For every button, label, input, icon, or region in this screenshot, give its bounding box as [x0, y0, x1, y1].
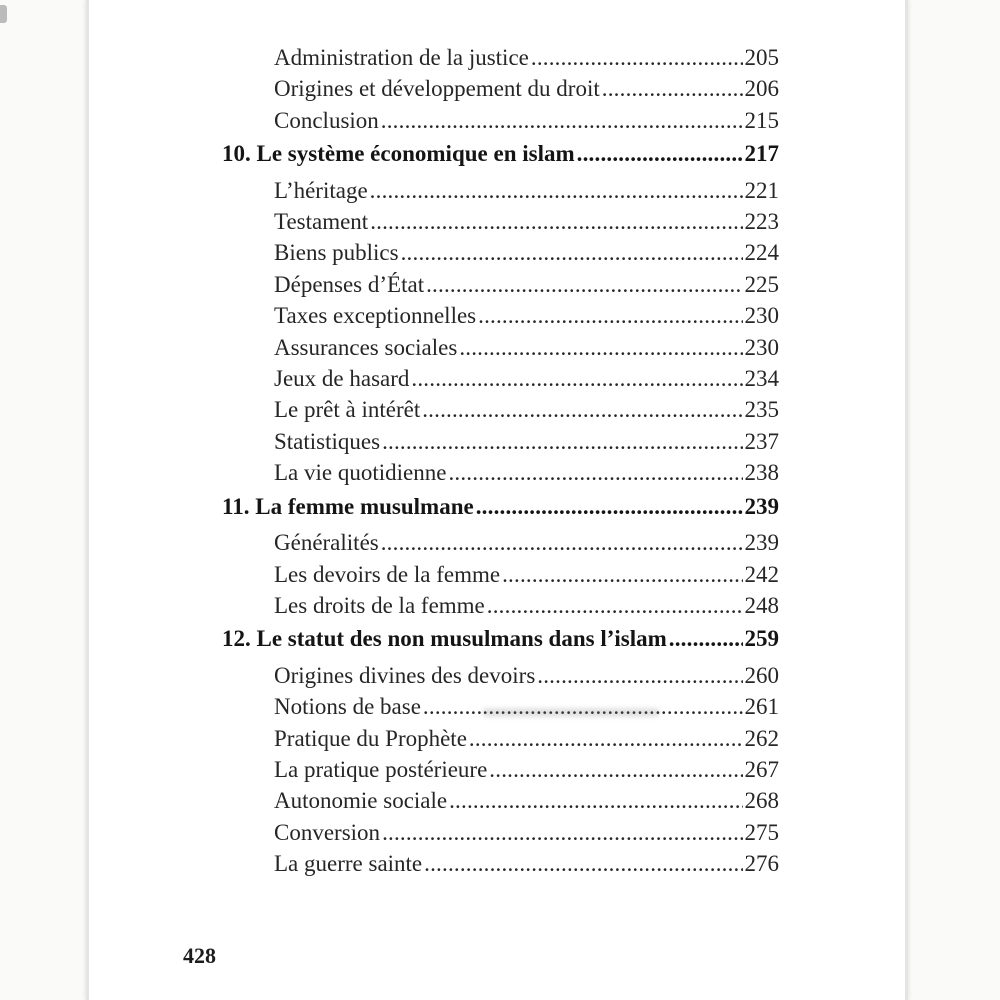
- toc-entry-title: Jeux de hasard: [274, 366, 410, 392]
- toc-dot-leader: [411, 363, 742, 394]
- toc-entry: [222, 457, 779, 488]
- toc-entry-title: La guerre sainte: [274, 851, 423, 877]
- toc-entry-page-number: 217: [744, 141, 779, 167]
- toc-entry: [222, 723, 779, 754]
- toc-entry-title: Dépenses d’État: [274, 271, 425, 297]
- toc-entry: [222, 491, 779, 522]
- toc-dot-leader: [449, 785, 742, 816]
- toc-entry-title: 10. Le système économique en islam: [222, 141, 575, 167]
- toc-list: [89, 0, 905, 880]
- toc-entry: [222, 394, 779, 425]
- toc-entry-page-number: 205: [744, 45, 779, 70]
- toc-entry: [222, 817, 779, 848]
- toc-dot-leader: [602, 73, 743, 104]
- toc-entry-page-number: 261: [744, 694, 779, 720]
- scan-corner-artifact: [0, 5, 7, 23]
- page-number-footer: 428: [183, 943, 216, 968]
- toc-entry: [222, 206, 779, 237]
- toc-entry-page-number: 267: [744, 756, 779, 782]
- toc-dot-leader: [370, 175, 743, 206]
- toc-dot-leader: [370, 206, 742, 237]
- toc-entry-page-number: 206: [744, 76, 779, 102]
- toc-dot-leader: [401, 237, 743, 268]
- toc-dot-leader: [489, 754, 742, 785]
- toc-entry: [222, 691, 779, 722]
- toc-dot-leader: [502, 559, 742, 590]
- toc-entry-title: Notions de base: [274, 694, 421, 720]
- toc-dot-leader: [469, 723, 743, 754]
- toc-entry: [222, 660, 779, 691]
- toc-entry-page-number: 223: [744, 209, 779, 235]
- toc-entry-title: Conversion: [274, 819, 381, 845]
- toc-entry-page-number: 237: [744, 428, 779, 454]
- toc-dot-leader: [478, 300, 742, 331]
- toc-entry-title: Administration de la justice: [274, 45, 529, 70]
- toc-dot-leader: [448, 457, 742, 488]
- toc-entry-page-number: 230: [744, 303, 779, 329]
- toc-entry-page-number: 239: [744, 493, 779, 519]
- toc-dot-leader: [381, 527, 743, 558]
- toc-dot-leader: [577, 138, 743, 169]
- toc-entry: [222, 42, 779, 73]
- toc-entry-page-number: 221: [744, 177, 779, 203]
- toc-entry-title: La pratique postérieure: [274, 756, 488, 782]
- toc-entry: [222, 300, 779, 331]
- toc-entry-title: Les droits de la femme: [274, 592, 485, 618]
- toc-entry-title: Taxes exceptionnelles: [274, 303, 477, 329]
- toc-entry-title: Origines divines des devoirs: [274, 662, 536, 688]
- toc-entry-title: Les devoirs de la femme: [274, 561, 501, 587]
- toc-entry-title: La vie quotidienne: [274, 460, 447, 486]
- toc-entry: [222, 559, 779, 590]
- toc-entry-title: Assurances sociales: [274, 334, 458, 360]
- toc-entry-page-number: 242: [744, 561, 779, 587]
- toc-entry-title: Testament: [274, 209, 369, 235]
- toc-entry: [222, 105, 779, 136]
- toc-entry: [222, 332, 779, 363]
- toc-entry-title: Généralités: [274, 530, 379, 556]
- toc-entry: [222, 754, 779, 785]
- toc-entry-title: 12. Le statut des non musulmans dans l’islam: [222, 626, 667, 652]
- toc-entry-page-number: 239: [744, 530, 779, 556]
- toc-entry-page-number: 260: [744, 662, 779, 688]
- toc-dot-leader: [382, 426, 742, 457]
- toc-dot-leader: [426, 269, 742, 300]
- toc-dot-leader: [382, 817, 742, 848]
- toc-entry-title: Statistiques: [274, 428, 381, 454]
- scan-smudge-artifact: [482, 708, 660, 717]
- toc-entry: [222, 269, 779, 300]
- toc-dot-leader: [381, 105, 743, 136]
- toc-entry-page-number: 259: [744, 626, 779, 652]
- toc-entry-title: Biens publics: [274, 240, 399, 266]
- toc-entry: [222, 785, 779, 816]
- toc-entry: [222, 237, 779, 268]
- toc-entry-page-number: 268: [744, 788, 779, 814]
- toc-entry: [222, 623, 779, 654]
- toc-entry-page-number: 235: [744, 397, 779, 423]
- toc-entry: [222, 175, 779, 206]
- toc-dot-leader: [422, 394, 742, 425]
- toc-entry-title: Autonomie sociale: [274, 788, 448, 814]
- toc-entry-title: Le prêt à intérêt: [274, 397, 421, 423]
- toc-entry-title: Conclusion: [274, 107, 379, 133]
- toc-entry-page-number: 275: [744, 819, 779, 845]
- toc-entry-page-number: 238: [744, 460, 779, 486]
- toc-dot-leader: [531, 42, 743, 73]
- toc-entry-title: Pratique du Prophète: [274, 725, 467, 751]
- toc-entry-title: Origines et développement du droit: [274, 76, 600, 102]
- toc-entry-title: L’héritage: [274, 177, 368, 203]
- toc-entry: [222, 590, 779, 621]
- book-page: [86, 0, 908, 1000]
- toc-dot-leader: [423, 691, 743, 722]
- toc-entry-title: 11. La femme musulmane: [222, 493, 474, 519]
- toc-entry-page-number: 276: [744, 851, 779, 877]
- toc-entry-page-number: 230: [744, 334, 779, 360]
- toc-dot-leader: [476, 491, 743, 522]
- toc-entry-page-number: 262: [744, 725, 779, 751]
- toc-entry: [222, 363, 779, 394]
- toc-dot-leader: [459, 332, 742, 363]
- toc-entry-page-number: 234: [744, 366, 779, 392]
- toc-dot-leader: [487, 590, 743, 621]
- toc-entry-page-number: 215: [744, 107, 779, 133]
- toc-entry-page-number: 224: [744, 240, 779, 266]
- toc-entry: [222, 527, 779, 558]
- toc-entry: [222, 138, 779, 169]
- toc-entry-page-number: 225: [744, 271, 779, 297]
- toc-dot-leader: [669, 623, 743, 654]
- toc-entry: [222, 848, 779, 879]
- toc-entry-page-number: 248: [744, 592, 779, 618]
- toc-entry: [222, 73, 779, 104]
- toc-dot-leader: [537, 660, 742, 691]
- toc-entry: [222, 426, 779, 457]
- toc-dot-leader: [424, 848, 742, 879]
